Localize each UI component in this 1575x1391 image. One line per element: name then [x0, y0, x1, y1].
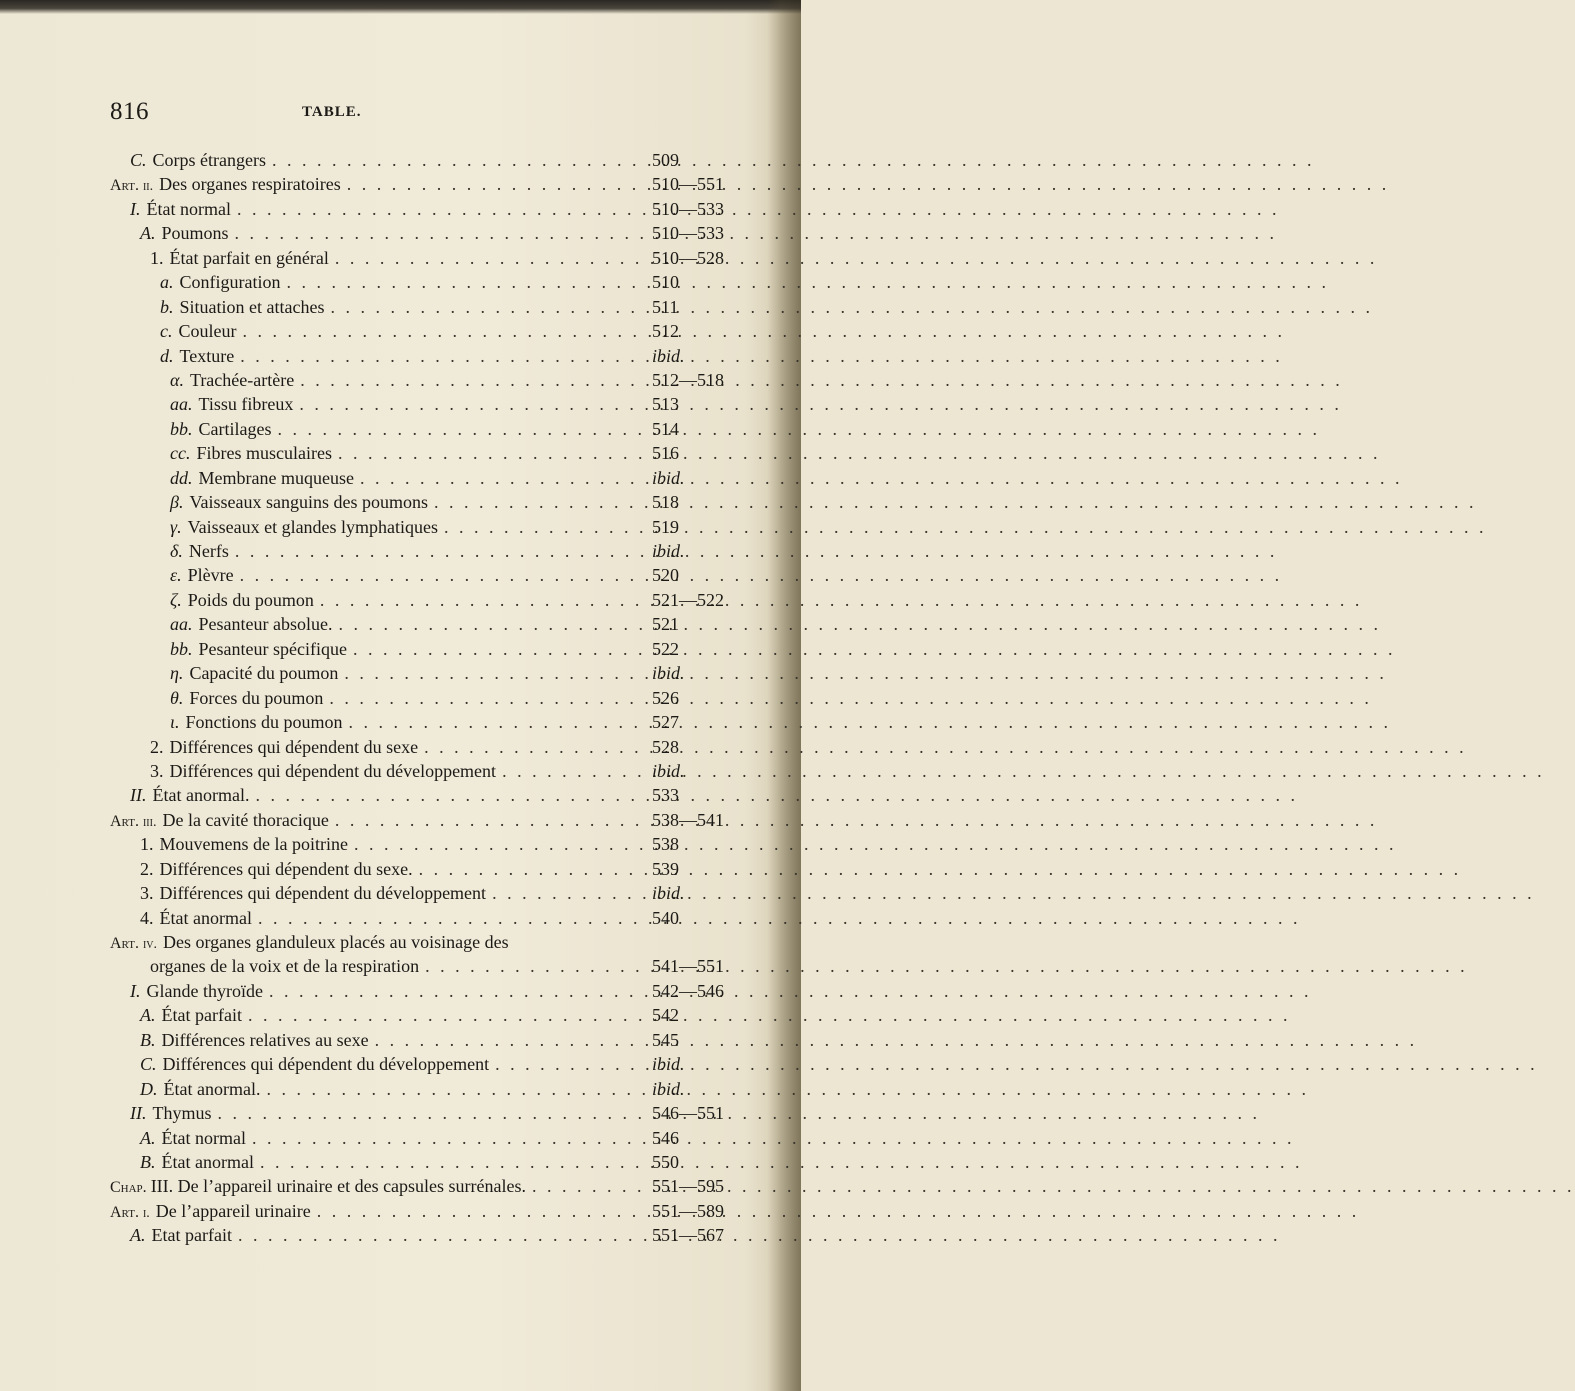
toc-entry-marker: B. — [140, 1029, 156, 1050]
toc-entry-title: État anormal — [159, 907, 252, 928]
toc-entry-marker: bb. — [170, 638, 193, 659]
toc-entry-pages: 540 — [652, 907, 679, 928]
toc-entry — [110, 1101, 770, 1125]
toc-entry-marker: b. — [160, 296, 174, 317]
toc-entry-title: Différences relatives au sexe — [161, 1029, 369, 1050]
toc-entry-marker: A. — [140, 1005, 156, 1026]
toc-entry-pages: 516 — [652, 443, 679, 464]
toc-entry — [110, 1052, 770, 1076]
dot-leader — [260, 1150, 646, 1174]
dot-leader — [277, 417, 646, 441]
toc-entry-article-number: ii. — [142, 179, 154, 195]
toc-entry-marker: β. — [170, 492, 184, 513]
toc-entry-title: Différences qui dépendent du développement — [159, 883, 487, 904]
page-top-shadow — [0, 0, 801, 14]
dot-leader — [360, 466, 646, 490]
toc-entry — [110, 539, 770, 563]
toc-entry-marker: δ. — [170, 541, 183, 561]
toc-entry-title: Configuration — [179, 272, 281, 293]
toc-entry-title: Nerfs — [188, 541, 229, 561]
toc-entry-marker: 2. — [150, 736, 164, 757]
dot-leader — [317, 1199, 646, 1223]
toc-entry-pages: ibid. — [652, 1054, 685, 1075]
toc-entry-pages: 542—546 — [652, 980, 724, 1001]
toc-entry-pages: 533 — [652, 785, 679, 806]
toc-entry — [110, 686, 770, 710]
toc-entry-marker: 3. — [150, 760, 164, 781]
toc-entry — [110, 295, 770, 319]
toc-entry-title: Vaisseaux et glandes lymphatiques — [187, 516, 439, 537]
toc-entry-title: Vaisseaux sanguins des poumons — [189, 492, 428, 513]
toc-entry-title: État anormal — [161, 1151, 254, 1172]
toc-entry-pages: 550 — [652, 1151, 679, 1172]
toc-entry-marker: Chap. — [110, 1179, 147, 1197]
dot-leader — [266, 1077, 646, 1101]
toc-entry-pages: 538 — [652, 834, 679, 855]
dot-leader — [354, 832, 646, 856]
toc-entry-marker: Art. — [110, 812, 139, 830]
dot-leader — [338, 441, 646, 465]
dot-leader — [269, 979, 646, 1003]
toc-entry-pages: ibid. — [652, 663, 685, 684]
toc-entry — [110, 319, 770, 343]
toc-entry-pages: ibid. — [652, 467, 685, 488]
toc-entry — [110, 417, 770, 441]
toc-entry-marker: D. — [140, 1078, 158, 1099]
toc-entry-title: Différences qui dépendent du sexe. — [159, 858, 413, 879]
toc-entry — [110, 1223, 770, 1247]
dot-leader — [255, 783, 646, 807]
toc-entry-title: Plèvre — [187, 565, 234, 586]
toc-entry-title: Glande thyroïde — [146, 980, 263, 1001]
toc-entry-title: Différences qui dépendent du développement — [169, 760, 497, 781]
toc-entry-title: Texture — [179, 345, 235, 366]
toc-entry-pages: 510 — [652, 272, 679, 293]
dot-leader — [495, 1052, 646, 1076]
toc-entry-marker: I. — [130, 198, 141, 219]
toc-entry — [110, 344, 770, 368]
toc-entry — [110, 172, 770, 196]
toc-entry-pages: 518 — [652, 492, 679, 513]
toc-entry-title: Des organes respiratoires — [159, 174, 341, 195]
toc-entry — [110, 735, 770, 759]
toc-entry-pages: 512—518 — [652, 369, 724, 390]
toc-entry-pages: ibid. — [652, 883, 685, 904]
toc-entry — [110, 832, 770, 856]
toc-entry-title: État anormal. — [152, 785, 250, 806]
dot-leader — [425, 954, 646, 978]
page-number: 816 — [110, 98, 149, 125]
toc-entry-title: Poumons — [161, 223, 229, 244]
toc-entry-pages: 510—551 — [652, 174, 724, 195]
toc-entry-pages: 521—522 — [652, 589, 724, 610]
toc-entry-article-number: iii. — [142, 814, 157, 830]
toc-entry-pages: 510—528 — [652, 247, 724, 268]
toc-entry — [110, 783, 770, 807]
toc-entry-marker: 1. — [150, 247, 164, 268]
toc-entry-pages: 520 — [652, 565, 679, 586]
toc-entry-marker: II. — [130, 785, 147, 806]
toc-entry-pages: 514 — [652, 418, 679, 439]
toc-entry-pages: 551—595 — [652, 1176, 724, 1197]
dot-leader — [252, 1126, 646, 1150]
dot-leader — [258, 906, 646, 930]
toc-entry — [110, 392, 770, 416]
toc-entry-pages: ibid. — [652, 760, 685, 781]
dot-leader — [299, 392, 646, 416]
dot-leader — [434, 490, 646, 514]
toc-entry-marker: I. — [130, 980, 141, 1001]
toc-entry — [110, 1003, 770, 1027]
dot-leader — [330, 295, 646, 319]
toc-entry-title: De la cavité thoracique — [162, 809, 329, 830]
toc-entry-marker: Art. — [110, 177, 139, 195]
toc-entry-pages: 526 — [652, 687, 679, 708]
toc-entry — [110, 368, 770, 392]
toc-entry-marker: bb. — [170, 418, 193, 439]
toc-entry-marker: B. — [140, 1151, 156, 1172]
toc-entry-pages: ibid. — [652, 345, 685, 366]
toc-entry-pages: 551—567 — [652, 1225, 724, 1246]
dot-leader — [335, 808, 646, 832]
toc-entry-pages: 510—533 — [652, 223, 724, 244]
toc-entry — [110, 563, 770, 587]
toc-entry-pages: 528 — [652, 736, 679, 757]
toc-entry-pages: 542 — [652, 1005, 679, 1026]
toc-entry-title: Forces du poumon — [189, 687, 324, 708]
toc-entry — [110, 979, 770, 1003]
toc-entry-pages: 509 — [652, 150, 679, 170]
dot-leader — [353, 637, 646, 661]
dot-leader — [347, 172, 646, 196]
dot-leader — [532, 1174, 646, 1198]
toc-entry-marker: aa. — [170, 614, 193, 635]
toc-entry-marker: ζ. — [170, 589, 182, 610]
toc-entry-title: Cartilages — [198, 418, 272, 439]
toc-entry-marker: η. — [170, 663, 184, 684]
toc-entry-marker: c. — [160, 321, 173, 342]
toc-entry-title: Trachée-artère — [189, 369, 295, 390]
dot-leader — [375, 1028, 646, 1052]
dot-leader — [344, 661, 646, 685]
dot-leader — [240, 563, 646, 587]
page-header — [110, 96, 750, 136]
dot-leader — [272, 148, 646, 172]
toc-entry-title: Pesanteur spécifique — [198, 638, 347, 659]
toc-entry — [110, 1077, 770, 1101]
toc-entry — [110, 197, 770, 221]
toc-entry-title: Des organes glanduleux placés au voisinage des — [163, 932, 509, 952]
toc-entry-title: État parfait en général — [169, 247, 329, 268]
toc-entry — [110, 148, 770, 172]
toc-entry-marker: d. — [160, 345, 174, 366]
toc-entry-marker: C. — [140, 1054, 157, 1075]
toc-entry-article-number: i. — [142, 1205, 150, 1221]
toc-entry-title: Différences qui dépendent du développement — [162, 1054, 490, 1075]
toc-entry — [110, 612, 770, 636]
toc-entry-marker: θ. — [170, 687, 184, 708]
toc-entry-marker: dd. — [170, 467, 193, 488]
toc-entry-pages: 522 — [652, 638, 679, 659]
toc-entry-pages: 545 — [652, 1029, 679, 1050]
toc-entry — [110, 1028, 770, 1052]
dot-leader — [492, 881, 646, 905]
toc-entry-pages: 519 — [652, 516, 679, 537]
toc-entry — [110, 270, 770, 294]
dot-leader — [235, 539, 646, 563]
toc-entry — [110, 515, 770, 539]
toc-entry-pages: 510—533 — [652, 198, 724, 219]
dot-leader — [248, 1003, 646, 1027]
toc-entry-marker: ι. — [170, 712, 180, 733]
toc-entry-title: Tissu fibreux — [198, 394, 294, 415]
toc-entry-pages: 538—541 — [652, 809, 724, 830]
toc-entry-title: Thymus — [152, 1103, 212, 1124]
toc-entry-title: État normal — [161, 1127, 246, 1148]
toc-entry-title: Couleur — [178, 321, 237, 342]
toc-entry-pages: 513 — [652, 394, 679, 415]
toc-entry-title: III. De l’appareil urinaire et des capsules surrénales. — [150, 1176, 527, 1197]
toc-entry — [110, 759, 770, 783]
toc-entry — [110, 466, 770, 490]
toc-entry-marker: aa. — [170, 394, 193, 415]
dot-leader — [235, 221, 646, 245]
toc-entry-pages: 527 — [652, 712, 679, 733]
toc-entry — [110, 1126, 770, 1150]
dot-leader — [329, 686, 646, 710]
dot-leader — [218, 1101, 646, 1125]
toc-entry — [110, 1150, 770, 1174]
toc-entry-title: organes de la voix et de la respiration — [150, 956, 420, 977]
toc-entry-marker: α. — [170, 369, 184, 390]
dot-leader — [243, 319, 647, 343]
toc-entry-marker: cc. — [170, 443, 191, 464]
toc-entry-marker: 3. — [140, 883, 154, 904]
toc-entry-pages: 551—589 — [652, 1200, 724, 1221]
toc-entry-title: Fibres musculaires — [196, 443, 332, 464]
toc-entry — [110, 710, 770, 734]
dot-leader — [287, 270, 647, 294]
toc-entry — [110, 490, 770, 514]
toc-entry-pages: 512 — [652, 321, 679, 342]
toc-entry-title: Situation et attaches — [179, 296, 325, 317]
toc-entry — [110, 881, 770, 905]
toc-entry-pages: ibid. — [652, 541, 685, 561]
toc-entry — [110, 954, 770, 978]
dot-leader — [338, 612, 646, 636]
toc-entry-title: Membrane muqueuse — [198, 467, 354, 488]
toc-entry-title: Mouvemens de la poitrine — [159, 834, 348, 855]
toc-entry — [110, 906, 770, 930]
toc-entry-marker: C. — [130, 150, 147, 170]
toc-entry-title: Poids du poumon — [187, 589, 314, 610]
toc-entry-marker: A. — [130, 1225, 146, 1246]
dot-leader — [300, 368, 646, 392]
table-of-contents — [110, 148, 770, 1248]
toc-entry — [110, 221, 770, 245]
toc-entry-pages: 521 — [652, 614, 679, 635]
toc-entry — [110, 1174, 770, 1198]
toc-entry-pages: 546—551 — [652, 1103, 724, 1124]
toc-entry — [110, 808, 770, 832]
dot-leader — [424, 735, 646, 759]
toc-entry-title: Fonctions du poumon — [185, 712, 343, 733]
toc-entry-marker: 4. — [140, 907, 154, 928]
toc-entry-title: Capacité du poumon — [189, 663, 339, 684]
toc-entry-article-number: iv. — [142, 937, 158, 952]
toc-entry-marker: Art. — [110, 1203, 139, 1221]
toc-entry-marker: a. — [160, 272, 174, 293]
dot-leader — [502, 759, 646, 783]
toc-entry-title: État normal — [146, 198, 231, 219]
toc-entry-title: État anormal. — [163, 1078, 261, 1099]
toc-entry-marker: 2. — [140, 858, 154, 879]
toc-entry-marker: ε. — [170, 565, 182, 586]
toc-entry-marker: II. — [130, 1103, 147, 1124]
toc-entry — [110, 1199, 770, 1223]
toc-entry-marker: γ. — [170, 516, 182, 537]
dot-leader — [349, 710, 646, 734]
dot-leader — [238, 1223, 646, 1247]
toc-entry-title: De l’appareil urinaire — [155, 1200, 311, 1221]
dot-leader — [419, 857, 646, 881]
dot-leader — [320, 588, 646, 612]
toc-entry — [110, 930, 770, 954]
toc-entry-title: Différences qui dépendent du sexe — [169, 736, 419, 757]
toc-entry-pages: ibid. — [652, 1078, 685, 1099]
dot-leader — [444, 515, 646, 539]
dot-leader — [240, 344, 646, 368]
toc-entry-pages: 511 — [652, 296, 679, 317]
toc-entry — [110, 661, 770, 685]
toc-entry-title: Pesanteur absolue. — [198, 614, 333, 635]
toc-entry — [110, 441, 770, 465]
toc-entry-pages: 539 — [652, 858, 679, 879]
running-head: TABLE. — [302, 104, 362, 120]
dot-leader — [335, 246, 646, 270]
toc-entry-marker: A. — [140, 1127, 156, 1148]
toc-entry-title: État parfait — [161, 1005, 242, 1026]
toc-entry-pages: 546 — [652, 1127, 679, 1148]
toc-entry — [110, 588, 770, 612]
toc-entry — [110, 246, 770, 270]
toc-entry-marker: 1. — [140, 834, 154, 855]
toc-entry-marker: Art. — [110, 935, 139, 952]
dot-leader — [237, 197, 646, 221]
toc-entry-marker: A. — [140, 223, 156, 244]
toc-entry — [110, 857, 770, 881]
toc-entry-title: Etat parfait — [151, 1225, 232, 1246]
toc-entry — [110, 637, 770, 661]
toc-entry-title: Corps étrangers — [152, 150, 266, 170]
toc-entry-pages: 541—551 — [652, 956, 724, 977]
